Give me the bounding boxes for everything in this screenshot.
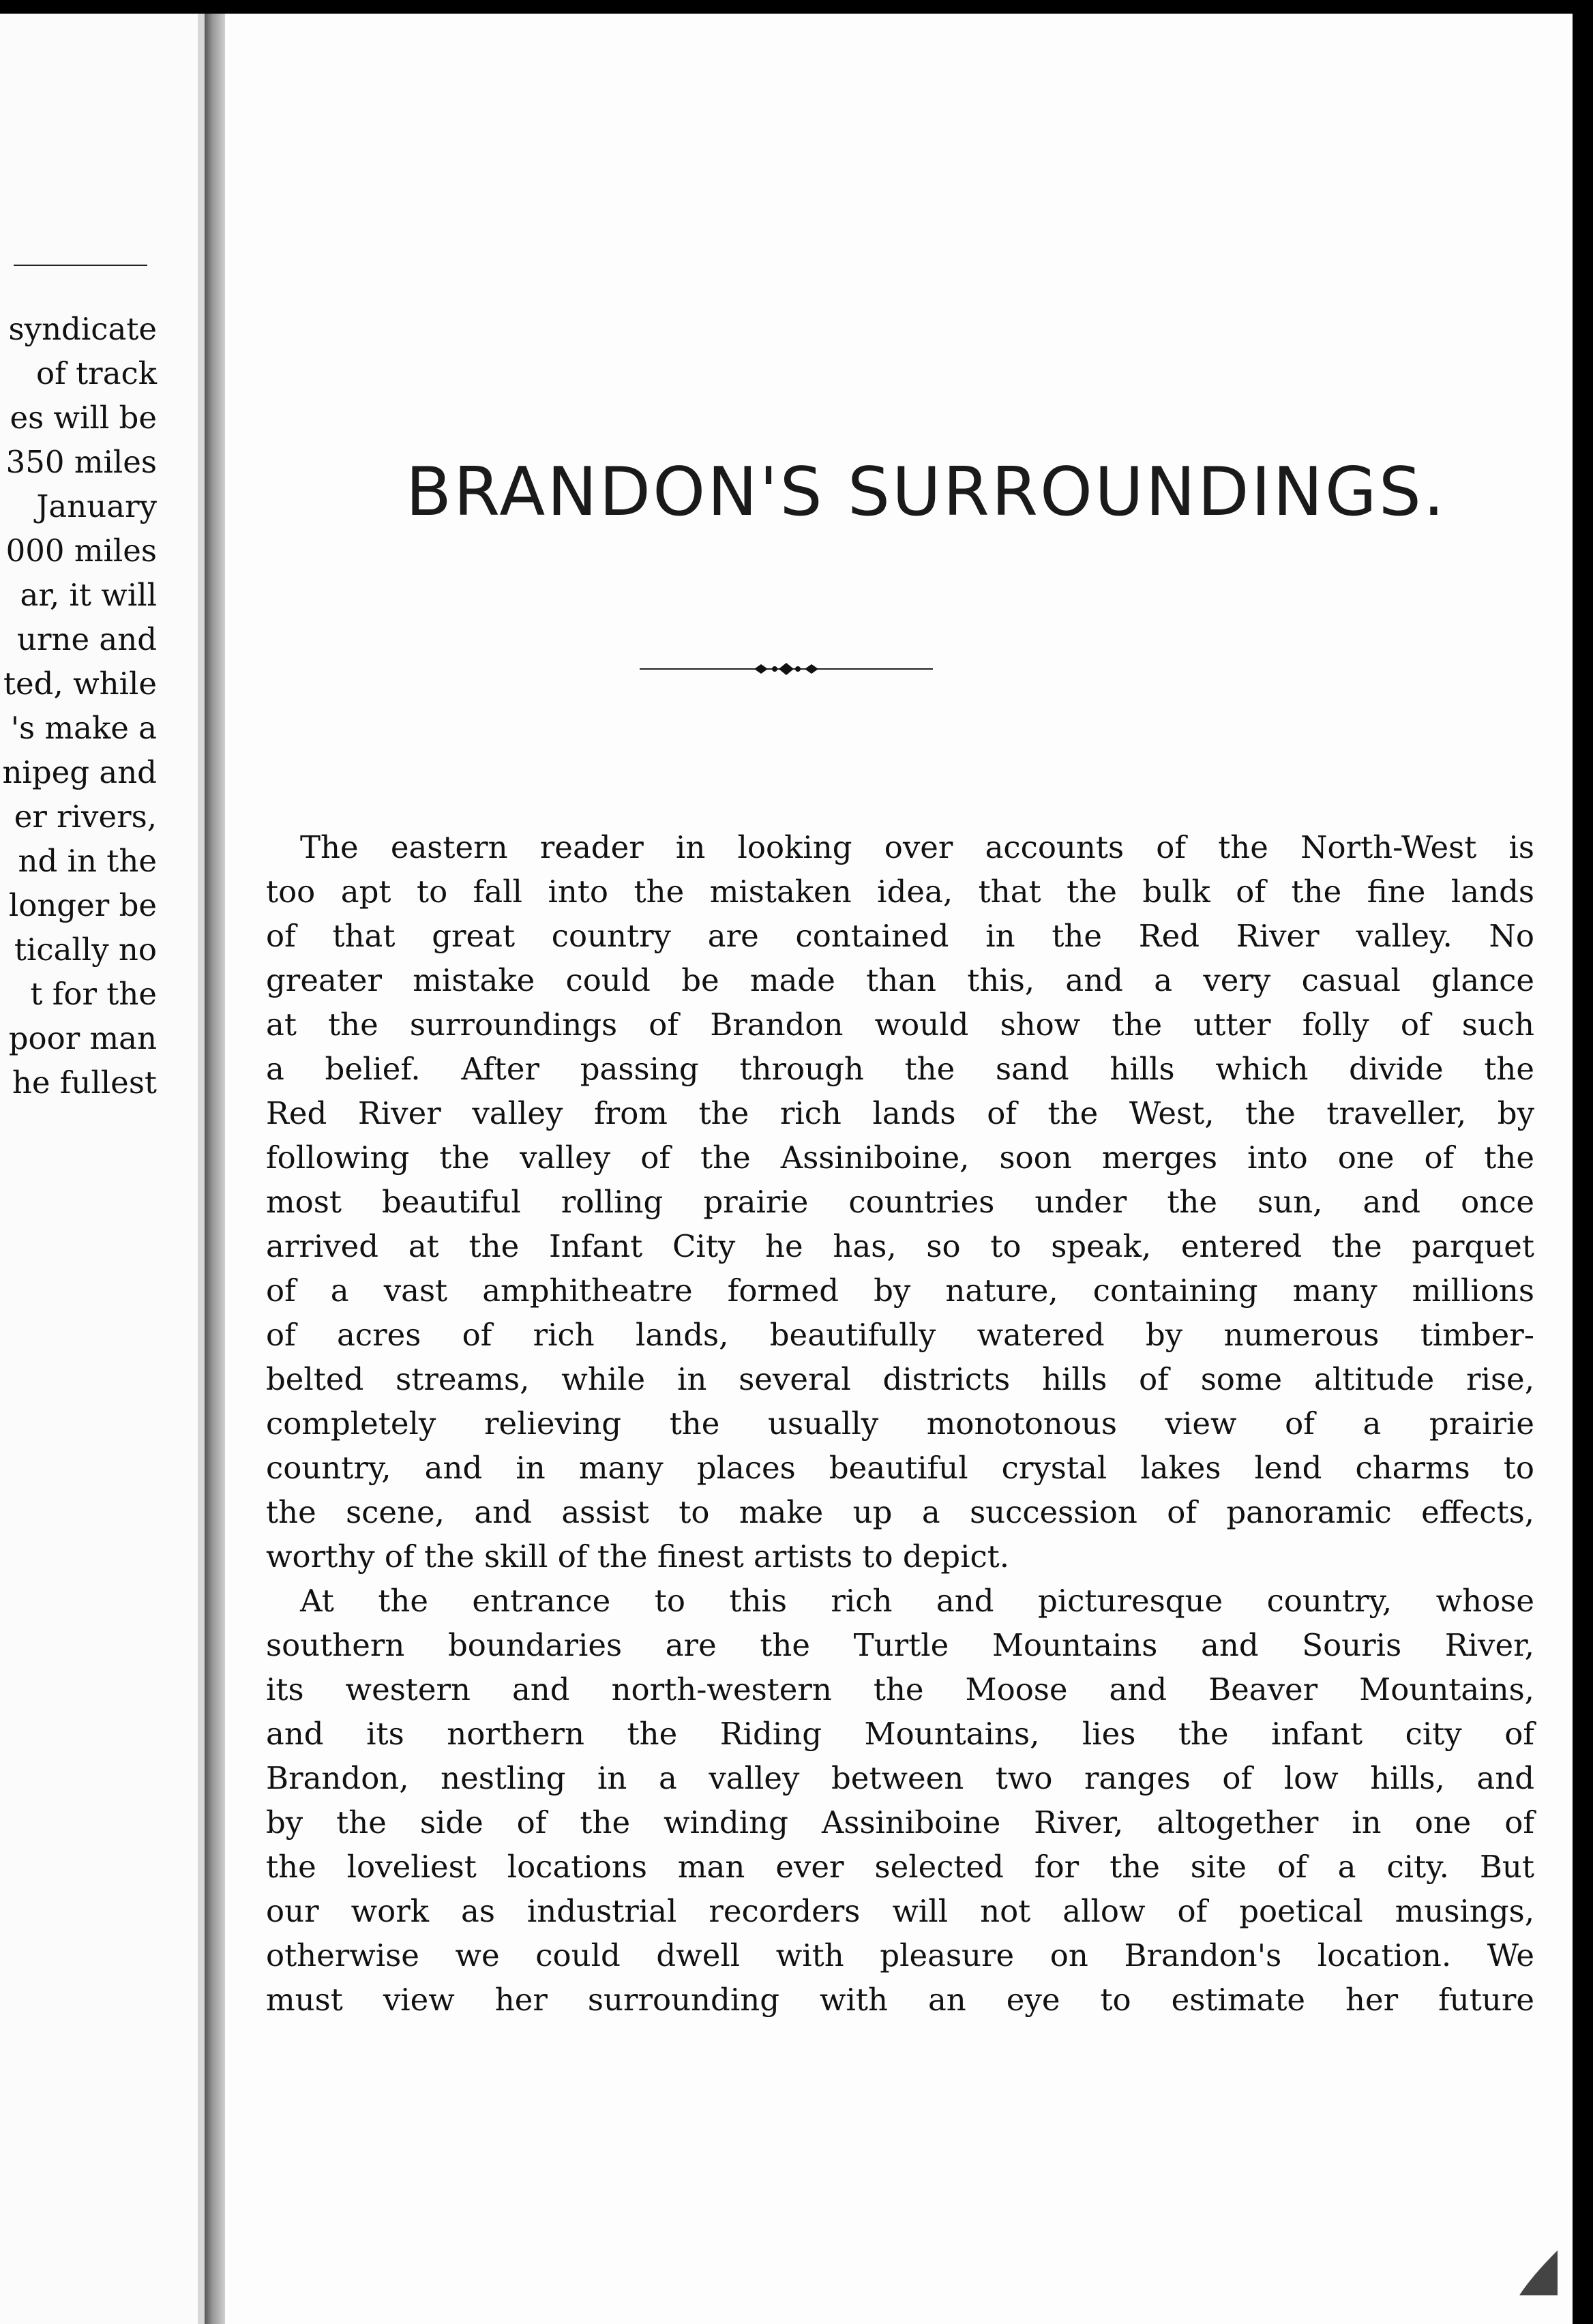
text-line: of that great country are contained in the Red River valley. No [266,918,1534,954]
text-line: At the entrance to this rich and picturesque country, whose [300,1583,1534,1619]
text-line: a belief. After passing through the sand hills which divide the [266,1051,1534,1087]
facing-line: er rivers, [14,799,157,835]
facing-line: es will be [10,400,157,436]
facing-line: longer be [8,887,157,923]
facing-line: poor man [8,1020,157,1056]
page-corner-curl-icon [1518,2249,1559,2297]
facing-line: ar, it will [20,577,157,613]
text-line: worthy of the skill of the finest artists to depict. [266,1538,1010,1575]
facing-line: t for the [30,976,157,1012]
book-gutter [205,14,225,2324]
text-line: must view her surrounding with an eye to estimate her future [266,1982,1534,2018]
text-line: of a vast amphitheatre formed by nature, containing many millions [266,1272,1534,1309]
text-line: our work as industrial recorders will not allow of poetical musings, [266,1893,1534,1929]
text-line: greater mistake could be made than this, and a very casual glance [266,962,1534,998]
facing-page-text [2,307,157,1105]
text-line: Brandon, nestling in a valley between two ranges of low hills, and [266,1760,1534,1796]
text-line: and its northern the Riding Mountains, lies the infant city of [266,1716,1534,1752]
body-text [266,825,1534,2022]
text-line: belted streams, while in several districts hills of some altitude rise, [266,1361,1534,1397]
text-line: too apt to fall into the mistaken idea, that the bulk of the fine lands [266,874,1534,910]
text-line: completely relieving the usually monotonous view of a prairie [266,1405,1534,1442]
facing-line: 000 miles [5,533,157,569]
facing-line: nd in the [18,843,157,879]
facing-line: of track [36,355,157,391]
facing-line: 350 miles [5,444,157,480]
facing-line: syndicate [8,311,157,347]
text-line: at the surroundings of Brandon would show the utter folly of such [266,1007,1534,1043]
text-line: following the valley of the Assiniboine, soon merges into one of the [266,1139,1534,1176]
text-line: its western and north-western the Moose and Beaver Mountains, [266,1671,1534,1708]
chapter-title: BRANDON'S SURROUNDINGS. [405,453,1447,531]
text-line: Red River valley from the rich lands of the West, the traveller, by [266,1095,1534,1131]
facing-line: 's make a [10,710,157,746]
text-line: by the side of the winding Assiniboine River, altogether in one of [266,1804,1534,1841]
text-line: most beautiful rolling prairie countries under the sun, and once [266,1184,1534,1220]
text-line: otherwise we could dwell with pleasure on Brandon's location. We [266,1937,1534,1973]
text-line: arrived at the Infant City he has, so to speak, entered the parquet [266,1228,1534,1264]
facing-line: urne and [16,621,157,657]
facing-line: tically no [14,932,157,968]
book-page [225,14,1573,2324]
facing-line: nipeg and [2,754,157,790]
facing-line: he fullest [12,1064,157,1101]
text-line: country, and in many places beautiful crystal lakes lend charms to [266,1450,1534,1486]
facing-page-rule [14,265,147,266]
facing-page-fragment [0,14,205,2324]
text-line: The eastern reader in looking over accounts of the North-West is [300,829,1534,865]
text-line: of acres of rich lands, beautifully watered by numerous timber- [266,1317,1534,1353]
text-line: the loveliest locations man ever selected for the site of a city. But [266,1849,1534,1885]
facing-line: ted, while [3,666,157,702]
ornament-divider-icon [640,659,933,679]
text-line: the scene, and assist to make up a succession of panoramic effects, [266,1494,1534,1530]
text-line: southern boundaries are the Turtle Mountains and Souris River, [266,1627,1534,1663]
facing-line: January [36,488,157,524]
